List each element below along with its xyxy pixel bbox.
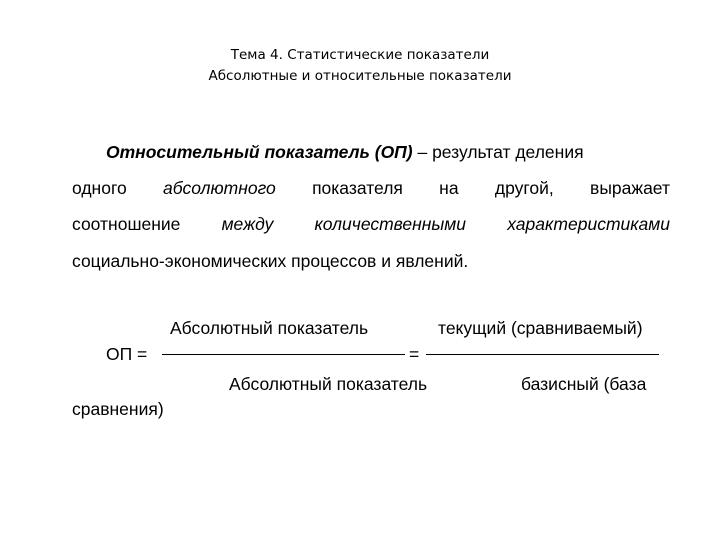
- fraction-bar-left: [162, 354, 405, 355]
- definition-word: другой,: [494, 178, 554, 198]
- formula-equals: =: [409, 344, 420, 364]
- definition-term-rest: – результат деления: [412, 142, 584, 162]
- definition-line-2: [72, 177, 670, 199]
- definition-word: показателя: [312, 178, 403, 198]
- formula-denominator-right: базисный (база: [521, 374, 647, 394]
- definition-word: между: [221, 214, 274, 234]
- formula-lhs: ОП =: [106, 344, 148, 364]
- definition-word: на: [439, 178, 459, 198]
- definition-line-3: [72, 213, 670, 235]
- definition-word: выражает: [590, 178, 670, 198]
- fraction-bar-right: [426, 354, 659, 355]
- definition-word: абсолютного: [162, 178, 276, 198]
- formula-numerator-right: текущий (сравниваемый): [438, 318, 643, 338]
- definition-term: Относительный показатель (ОП): [106, 142, 413, 162]
- formula-denominator-continuation: сравнения): [72, 399, 164, 419]
- definition-word: одного: [72, 178, 127, 198]
- definition-word: количественными: [314, 214, 467, 234]
- slide-subtitle: Абсолютные и относительные показатели: [208, 68, 512, 84]
- definition-word: соотношение: [72, 214, 181, 234]
- definition-line-4: социально-экономических процессов и явлений.: [72, 251, 469, 271]
- formula-numerator-left: Абсолютный показатель: [170, 318, 369, 338]
- formula-denominator-left: Абсолютный показатель: [229, 374, 428, 394]
- slide-title: Тема 4. Статистические показатели: [230, 47, 490, 63]
- definition-word: характеристиками: [507, 214, 670, 234]
- definition-first-line: [106, 141, 584, 163]
